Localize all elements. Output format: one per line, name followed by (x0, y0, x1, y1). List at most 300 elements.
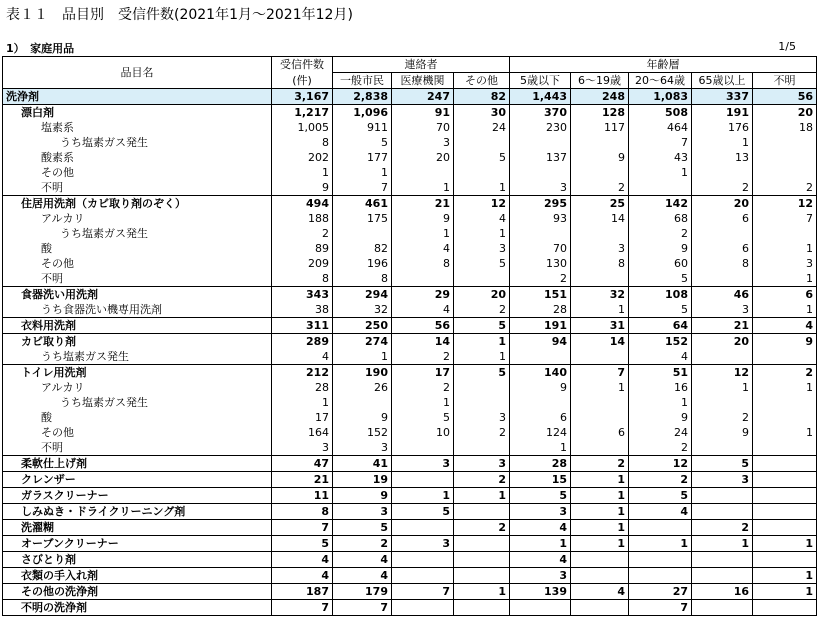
cell-public: 911 (333, 120, 392, 135)
cell-medical: 1 (392, 488, 454, 504)
table-row (3, 271, 817, 287)
cell-public: 32 (333, 302, 392, 318)
cell-age-20-64 (629, 520, 692, 536)
cell-age-20-64: 64 (629, 318, 692, 334)
cell-other (454, 440, 510, 456)
table-row (3, 120, 817, 135)
cell-other: 3 (454, 241, 510, 256)
cell-age-0-5: 151 (510, 287, 571, 303)
cell-age-65-plus: 1 (692, 536, 753, 552)
cell-other: 2 (454, 472, 510, 488)
cell-age-unknown (753, 395, 817, 410)
row-item-name: オーブンクリーナー (3, 536, 272, 552)
cell-medical: 247 (392, 89, 454, 105)
cell-medical (392, 271, 454, 287)
cell-age-65-plus (692, 440, 753, 456)
cell-age-unknown (753, 165, 817, 180)
cell-public: 82 (333, 241, 392, 256)
cell-other: 24 (454, 120, 510, 135)
row-item-name: アルカリ (3, 380, 272, 395)
cell-age-65-plus (692, 600, 753, 616)
cell-age-6-19 (571, 552, 629, 568)
cell-age-65-plus: 3 (692, 472, 753, 488)
age-group-header: 年齢層 (510, 57, 817, 73)
cell-age-20-64: 1 (629, 536, 692, 552)
cell-age-6-19: 14 (571, 334, 629, 350)
cell-other: 82 (454, 89, 510, 105)
cell-age-65-plus: 20 (692, 196, 753, 212)
cell-age-20-64: 43 (629, 150, 692, 165)
table-row (3, 600, 817, 616)
row-item-name: 住居用洗剤（カビ取り剤のぞく） (3, 196, 272, 212)
cell-age-65-plus: 12 (692, 365, 753, 381)
table-row (3, 380, 817, 395)
table-row (3, 349, 817, 365)
cell-age-20-64: 152 (629, 334, 692, 350)
row-item-name: 酸 (3, 410, 272, 425)
cell-age-65-plus: 6 (692, 241, 753, 256)
cell-age-0-5: 15 (510, 472, 571, 488)
cell-other: 4 (454, 211, 510, 226)
cell-age-0-5: 191 (510, 318, 571, 334)
cell-age-20-64: 1 (629, 395, 692, 410)
cell-total: 7 (272, 600, 333, 616)
row-item-name: カビ取り剤 (3, 334, 272, 350)
table-row (3, 196, 817, 212)
cell-age-0-5: 93 (510, 211, 571, 226)
cell-age-unknown (753, 600, 817, 616)
cell-public: 2 (333, 536, 392, 552)
cell-total: 89 (272, 241, 333, 256)
table-row (3, 410, 817, 425)
cell-public: 26 (333, 380, 392, 395)
cell-age-unknown (753, 520, 817, 536)
table-row (3, 334, 817, 350)
cell-age-6-19: 1 (571, 472, 629, 488)
cell-other: 3 (454, 410, 510, 425)
cell-age-20-64: 4 (629, 504, 692, 520)
cell-medical: 21 (392, 196, 454, 212)
cell-age-0-5: 1,443 (510, 89, 571, 105)
cell-public: 250 (333, 318, 392, 334)
row-item-name: 漂白剤 (3, 105, 272, 121)
cell-other: 12 (454, 196, 510, 212)
row-item-name: アルカリ (3, 211, 272, 226)
table-row (3, 536, 817, 552)
table-row (3, 365, 817, 381)
cell-other: 1 (454, 349, 510, 365)
cell-age-65-plus: 21 (692, 318, 753, 334)
row-item-name: うち塩素ガス発生 (3, 395, 272, 410)
cell-age-0-5: 140 (510, 365, 571, 381)
cell-total: 1 (272, 165, 333, 180)
cell-age-6-19 (571, 349, 629, 365)
cell-age-unknown: 18 (753, 120, 817, 135)
cell-age-65-plus: 2 (692, 180, 753, 196)
cell-age-unknown (753, 410, 817, 425)
cell-age-6-19 (571, 568, 629, 584)
cell-age-65-plus (692, 271, 753, 287)
cell-age-6-19: 14 (571, 211, 629, 226)
cell-age-6-19: 1 (571, 302, 629, 318)
cell-age-65-plus: 46 (692, 287, 753, 303)
row-item-name: 柔軟仕上げ剤 (3, 456, 272, 472)
table-row (3, 552, 817, 568)
row-item-name: 塩素系 (3, 120, 272, 135)
age-header-6-19: 6～19歳 (571, 73, 629, 89)
cell-age-20-64: 508 (629, 105, 692, 121)
cell-total: 11 (272, 488, 333, 504)
cell-age-65-plus (692, 488, 753, 504)
cell-total: 289 (272, 334, 333, 350)
cell-medical (392, 165, 454, 180)
cell-age-20-64: 27 (629, 584, 692, 600)
cell-total: 17 (272, 410, 333, 425)
cell-age-unknown (753, 440, 817, 456)
cell-other: 30 (454, 105, 510, 121)
cell-age-unknown: 2 (753, 365, 817, 381)
cell-total: 8 (272, 135, 333, 150)
cell-age-65-plus: 2 (692, 410, 753, 425)
cell-age-20-64: 7 (629, 600, 692, 616)
cell-age-65-plus (692, 504, 753, 520)
cell-age-20-64: 9 (629, 410, 692, 425)
cell-age-65-plus (692, 349, 753, 365)
cell-public: 7 (333, 600, 392, 616)
cell-medical: 2 (392, 349, 454, 365)
cell-age-20-64: 2 (629, 440, 692, 456)
cell-age-65-plus: 13 (692, 150, 753, 165)
table-row (3, 504, 817, 520)
cell-age-0-5: 28 (510, 302, 571, 318)
row-item-name: しみぬき・ドライクリーニング剤 (3, 504, 272, 520)
cell-age-20-64: 464 (629, 120, 692, 135)
cell-total: 494 (272, 196, 333, 212)
cell-medical: 8 (392, 256, 454, 271)
cell-medical: 1 (392, 395, 454, 410)
cell-total: 8 (272, 271, 333, 287)
cell-age-0-5 (510, 135, 571, 150)
cell-age-65-plus: 191 (692, 105, 753, 121)
cell-medical: 1 (392, 180, 454, 196)
cell-public: 9 (333, 488, 392, 504)
cell-age-0-5 (510, 395, 571, 410)
cell-total: 21 (272, 472, 333, 488)
cell-medical: 3 (392, 135, 454, 150)
cell-age-20-64: 4 (629, 349, 692, 365)
cell-age-20-64: 2 (629, 226, 692, 241)
cell-age-unknown: 7 (753, 211, 817, 226)
cell-age-20-64: 142 (629, 196, 692, 212)
page-indicator: 1/5 (778, 40, 796, 53)
cell-age-6-19 (571, 410, 629, 425)
cell-age-0-5 (510, 165, 571, 180)
cell-public: 1 (333, 165, 392, 180)
cell-age-65-plus: 3 (692, 302, 753, 318)
cell-other: 1 (454, 488, 510, 504)
cell-age-unknown: 2 (753, 180, 817, 196)
row-item-name: 不明 (3, 440, 272, 456)
cell-total: 209 (272, 256, 333, 271)
table-row (3, 165, 817, 180)
cell-age-65-plus (692, 395, 753, 410)
cell-age-0-5: 9 (510, 380, 571, 395)
cell-public: 2,838 (333, 89, 392, 105)
cell-other (454, 552, 510, 568)
cell-public: 294 (333, 287, 392, 303)
contact-group-header: 連絡者 (333, 57, 510, 73)
cell-public: 5 (333, 135, 392, 150)
cell-public: 4 (333, 552, 392, 568)
cell-age-6-19: 248 (571, 89, 629, 105)
cell-age-65-plus: 176 (692, 120, 753, 135)
cell-age-0-5: 295 (510, 196, 571, 212)
age-header-unknown: 不明 (753, 73, 817, 89)
cell-other (454, 380, 510, 395)
cell-age-unknown (753, 150, 817, 165)
cell-medical (392, 520, 454, 536)
cell-total: 1,217 (272, 105, 333, 121)
cell-medical: 4 (392, 302, 454, 318)
cell-age-unknown (753, 472, 817, 488)
statistics-table (2, 56, 817, 616)
table-row (3, 302, 817, 318)
cell-public: 179 (333, 584, 392, 600)
cell-medical: 10 (392, 425, 454, 440)
cell-age-20-64: 5 (629, 302, 692, 318)
cell-other (454, 536, 510, 552)
cell-other: 1 (454, 226, 510, 241)
cell-age-0-5: 1 (510, 440, 571, 456)
cell-age-unknown: 1 (753, 536, 817, 552)
cell-age-65-plus: 1 (692, 380, 753, 395)
table-row (3, 241, 817, 256)
cell-age-6-19: 1 (571, 520, 629, 536)
cell-medical: 14 (392, 334, 454, 350)
cell-medical: 7 (392, 584, 454, 600)
cell-total: 1 (272, 395, 333, 410)
cell-age-20-64: 12 (629, 456, 692, 472)
cell-age-65-plus: 2 (692, 520, 753, 536)
cell-age-0-5 (510, 226, 571, 241)
table-row (3, 568, 817, 584)
cell-medical (392, 600, 454, 616)
cell-age-0-5: 94 (510, 334, 571, 350)
cell-medical (392, 440, 454, 456)
row-item-name: 不明 (3, 180, 272, 196)
cell-age-65-plus: 9 (692, 425, 753, 440)
cell-public: 461 (333, 196, 392, 212)
cell-age-unknown (753, 226, 817, 241)
cell-other: 5 (454, 150, 510, 165)
table-row (3, 89, 817, 105)
cell-public: 1,096 (333, 105, 392, 121)
cell-other (454, 271, 510, 287)
cell-total: 3 (272, 440, 333, 456)
cell-total: 38 (272, 302, 333, 318)
cell-age-6-19 (571, 135, 629, 150)
cell-medical: 9 (392, 211, 454, 226)
cell-total: 164 (272, 425, 333, 440)
row-item-name: 不明の洗浄剤 (3, 600, 272, 616)
cell-public: 19 (333, 472, 392, 488)
total-header-line2: (件) (272, 73, 333, 89)
cell-age-65-plus: 337 (692, 89, 753, 105)
table-row (3, 105, 817, 121)
row-item-name: 食器洗い用洗剤 (3, 287, 272, 303)
cell-age-unknown (753, 349, 817, 365)
cell-age-20-64 (629, 552, 692, 568)
cell-age-6-19: 117 (571, 120, 629, 135)
cell-age-20-64: 68 (629, 211, 692, 226)
cell-age-65-plus: 8 (692, 256, 753, 271)
age-header-65-plus: 65歳以上 (692, 73, 753, 89)
cell-medical: 20 (392, 150, 454, 165)
cell-age-0-5: 230 (510, 120, 571, 135)
cell-age-0-5: 2 (510, 271, 571, 287)
cell-age-0-5: 124 (510, 425, 571, 440)
table-row (3, 456, 817, 472)
table-row (3, 440, 817, 456)
item-name-header: 品目名 (3, 57, 272, 89)
table-row (3, 520, 817, 536)
cell-age-6-19: 25 (571, 196, 629, 212)
cell-age-unknown: 9 (753, 334, 817, 350)
cell-medical: 56 (392, 318, 454, 334)
cell-age-unknown (753, 552, 817, 568)
cell-age-65-plus: 1 (692, 135, 753, 150)
row-item-name: 不明 (3, 271, 272, 287)
cell-age-0-5: 6 (510, 410, 571, 425)
cell-age-20-64: 108 (629, 287, 692, 303)
cell-age-20-64: 7 (629, 135, 692, 150)
cell-public: 3 (333, 504, 392, 520)
table-row (3, 135, 817, 150)
table-title: 表１１ 品目別 受信件数(2021年1月～2021年12月) (6, 7, 353, 23)
table-row (3, 180, 817, 196)
cell-total: 28 (272, 380, 333, 395)
cell-age-6-19: 2 (571, 180, 629, 196)
cell-public: 41 (333, 456, 392, 472)
row-item-name: その他の洗浄剤 (3, 584, 272, 600)
cell-age-0-5: 3 (510, 568, 571, 584)
row-item-name: 酸素系 (3, 150, 272, 165)
table-row (3, 488, 817, 504)
cell-age-6-19: 128 (571, 105, 629, 121)
cell-medical: 3 (392, 456, 454, 472)
cell-medical: 3 (392, 536, 454, 552)
table-row (3, 472, 817, 488)
cell-age-0-5: 3 (510, 504, 571, 520)
row-item-name: 酸 (3, 241, 272, 256)
cell-age-0-5: 370 (510, 105, 571, 121)
cell-age-unknown: 6 (753, 287, 817, 303)
cell-medical: 91 (392, 105, 454, 121)
cell-age-65-plus (692, 165, 753, 180)
cell-public: 152 (333, 425, 392, 440)
cell-age-unknown: 1 (753, 271, 817, 287)
cell-public: 190 (333, 365, 392, 381)
cell-age-6-19: 6 (571, 425, 629, 440)
cell-other: 20 (454, 287, 510, 303)
row-item-name: その他 (3, 425, 272, 440)
cell-age-6-19: 4 (571, 584, 629, 600)
cell-age-65-plus: 5 (692, 456, 753, 472)
cell-age-unknown: 1 (753, 584, 817, 600)
row-item-name: その他 (3, 256, 272, 271)
cell-other: 2 (454, 520, 510, 536)
cell-age-65-plus (692, 568, 753, 584)
cell-age-0-5: 1 (510, 536, 571, 552)
cell-public: 9 (333, 410, 392, 425)
table-body (3, 89, 817, 616)
cell-age-20-64 (629, 180, 692, 196)
cell-public: 177 (333, 150, 392, 165)
cell-medical: 1 (392, 226, 454, 241)
table-row (3, 211, 817, 226)
cell-age-20-64: 9 (629, 241, 692, 256)
cell-medical: 4 (392, 241, 454, 256)
cell-public: 3 (333, 440, 392, 456)
cell-age-20-64: 51 (629, 365, 692, 381)
row-item-name: その他 (3, 165, 272, 180)
cell-age-20-64: 5 (629, 488, 692, 504)
cell-age-0-5: 130 (510, 256, 571, 271)
table-row (3, 395, 817, 410)
cell-age-65-plus (692, 226, 753, 241)
cell-age-65-plus: 16 (692, 584, 753, 600)
cell-age-6-19 (571, 440, 629, 456)
cell-age-0-5: 70 (510, 241, 571, 256)
cell-other (454, 165, 510, 180)
cell-public: 7 (333, 180, 392, 196)
cell-other: 5 (454, 256, 510, 271)
cell-age-unknown: 20 (753, 105, 817, 121)
row-item-name: うち塩素ガス発生 (3, 226, 272, 241)
cell-age-6-19: 9 (571, 150, 629, 165)
cell-total: 311 (272, 318, 333, 334)
cell-other: 5 (454, 318, 510, 334)
cell-age-6-19: 8 (571, 256, 629, 271)
row-item-name: 洗浄剤 (3, 89, 272, 105)
contact-header-public: 一般市民 (333, 73, 392, 89)
cell-age-6-19 (571, 395, 629, 410)
cell-total: 3,167 (272, 89, 333, 105)
cell-other (454, 135, 510, 150)
cell-total: 187 (272, 584, 333, 600)
cell-total: 188 (272, 211, 333, 226)
cell-age-unknown: 1 (753, 380, 817, 395)
row-item-name: トイレ用洗剤 (3, 365, 272, 381)
table-row (3, 287, 817, 303)
cell-age-20-64 (629, 568, 692, 584)
cell-age-0-5: 139 (510, 584, 571, 600)
cell-public: 175 (333, 211, 392, 226)
cell-other: 2 (454, 302, 510, 318)
cell-total: 343 (272, 287, 333, 303)
cell-age-unknown (753, 456, 817, 472)
cell-other (454, 568, 510, 584)
row-item-name: うち塩素ガス発生 (3, 349, 272, 365)
cell-total: 8 (272, 504, 333, 520)
cell-medical (392, 472, 454, 488)
age-header-0-5: 5歳以下 (510, 73, 571, 89)
cell-other: 1 (454, 334, 510, 350)
cell-age-6-19 (571, 226, 629, 241)
table-row (3, 318, 817, 334)
cell-total: 2 (272, 226, 333, 241)
cell-medical: 17 (392, 365, 454, 381)
